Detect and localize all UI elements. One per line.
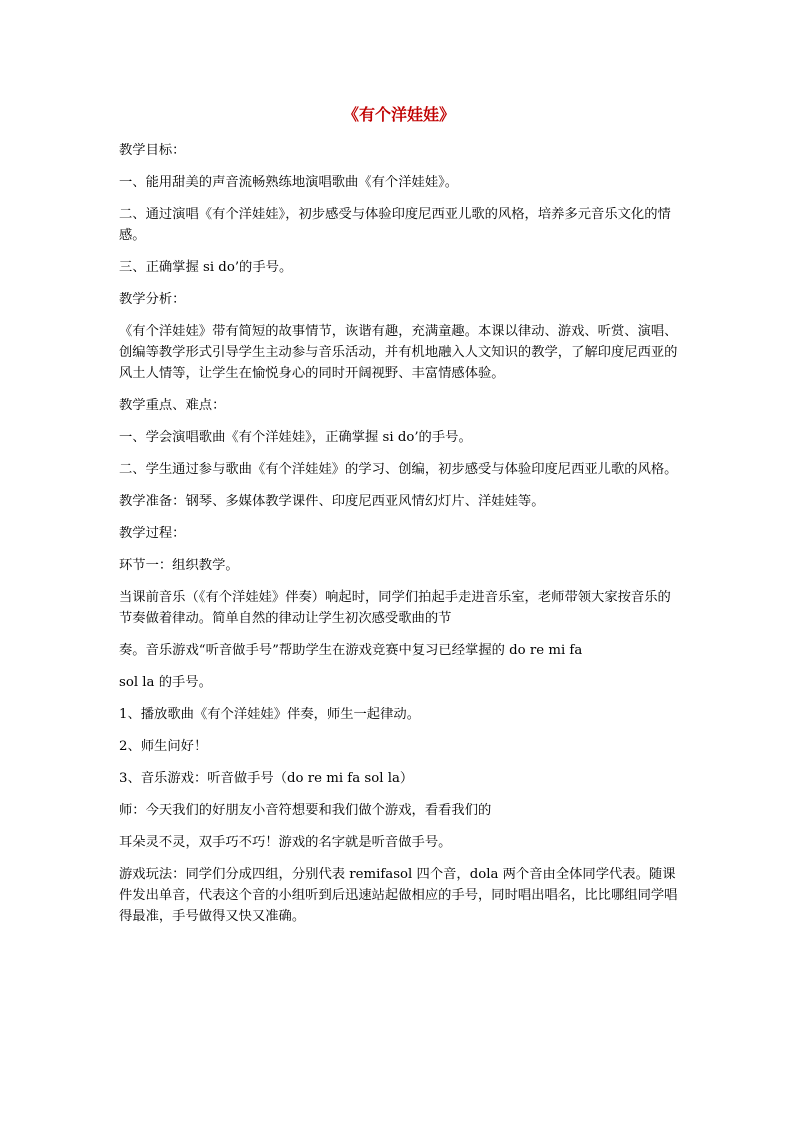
paragraph-step-2: 2、师生问好！ bbox=[119, 739, 208, 754]
paragraph-objective-2: 二、通过演唱《有个洋娃娃》，初步感受与体验印度尼西亚儿歌的风格，培养多元音乐文化的情感。 bbox=[119, 207, 671, 243]
paragraph-key-point-1: 一、学会演唱歌曲《有个洋娃娃》，正确掌握 si do’的手号。 bbox=[119, 430, 472, 445]
paragraph-process-heading: 教学过程： bbox=[119, 526, 186, 541]
document-page bbox=[119, 104, 679, 938]
paragraph-objective-1: 一、能用甜美的声音流畅熟练地演唱歌曲《有个洋娃娃》。 bbox=[119, 175, 459, 190]
paragraph-stage-1: 环节一：组织教学。 bbox=[119, 558, 239, 573]
paragraph-stage-1-intro: 当课前音乐（《有个洋娃娃》伴奏）响起时，同学们拍起手走进音乐室，老师带领大家按音乐的节奏做着律动。简单自然的律动让学生初次感受歌曲的节 bbox=[119, 590, 671, 626]
paragraph-key-point-2: 二、学生通过参与歌曲《有个洋娃娃》的学习、创编，初步感受与体验印度尼西亚儿歌的风格。 bbox=[119, 462, 678, 477]
paragraph-stage-1-handsigns: sol la 的手号。 bbox=[119, 675, 212, 690]
paragraph-step-3: 3、音乐游戏：听音做手号（do re mi fa sol la） bbox=[119, 771, 414, 786]
document-title: 《有个洋娃娃》 bbox=[342, 105, 455, 124]
paragraph-key-points-heading: 教学重点、难点： bbox=[119, 398, 226, 413]
paragraph-step-1: 1、播放歌曲《有个洋娃娃》伴奏，师生一起律动。 bbox=[119, 707, 420, 722]
paragraph-objectives-heading: 教学目标： bbox=[119, 143, 186, 158]
paragraph-game-name: 耳朵灵不灵，双手巧不巧！游戏的名字就是听音做手号。 bbox=[119, 835, 452, 850]
paragraph-analysis: 《有个洋娃娃》带有简短的故事情节，诙谐有趣，充满童趣。本课以律动、游戏、听赏、演唱、创编等教学形式引导学生主动参与音乐活动，并有机地融入人文知识的教学，了解印度尼西亚的风土人情等，让学生在愉悦身心的同时开阔视野、丰富情感体验。 bbox=[119, 324, 678, 381]
paragraph-game-rules: 游戏玩法：同学们分成四组，分别代表 remifasol 四个音，dola 两个音由全体同学代表。随课件发出单音，代表这个音的小组听到后迅速站起做相应的手号，同时唱出唱名，比比哪组同学唱得最准，手号做得又快又准确。 bbox=[119, 867, 678, 924]
paragraph-objective-3: 三、正确掌握 si do’的手号。 bbox=[119, 260, 293, 275]
paragraph-teacher-line: 师：今天我们的好朋友小音符想要和我们做个游戏，看看我们的 bbox=[119, 803, 492, 818]
paragraph-stage-1-game: 奏。音乐游戏“听音做手号”帮助学生在游戏竞赛中复习已经掌握的 do re mi fa bbox=[119, 643, 583, 658]
paragraph-preparation: 教学准备：钢琴、多媒体教学课件、印度尼西亚风情幻灯片、洋娃娃等。 bbox=[119, 494, 545, 509]
paragraph-analysis-heading: 教学分析： bbox=[119, 292, 186, 307]
